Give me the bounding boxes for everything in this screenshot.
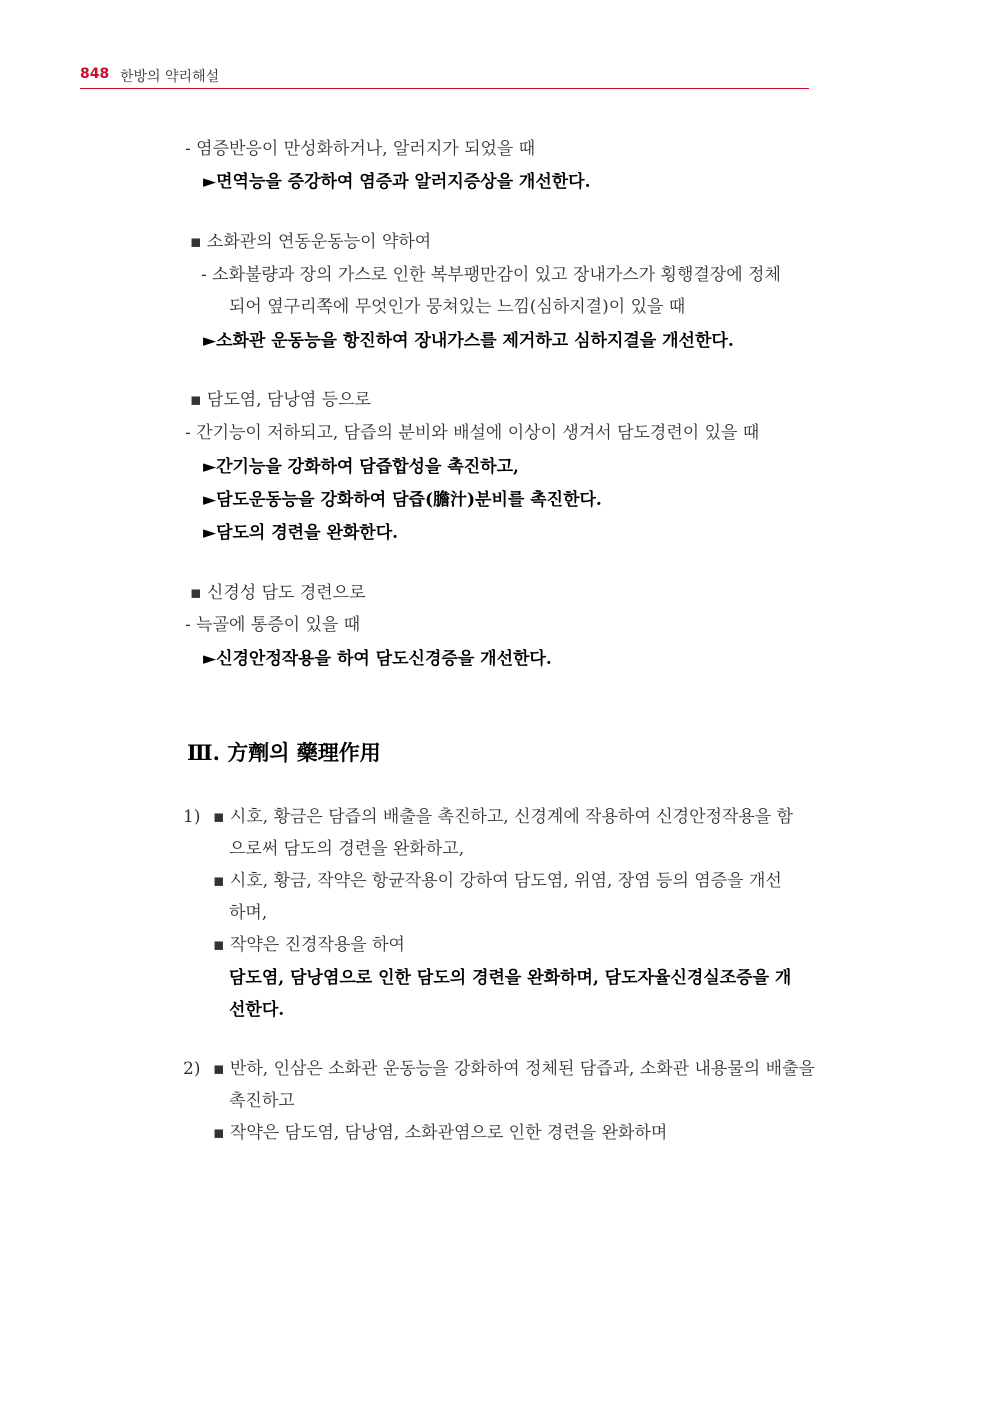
bullet-line: ▪ 신경성 담도 경련으로: [190, 583, 366, 603]
bullet-line: ▪ 작약은 진경작용을 하여: [213, 935, 405, 955]
section-title: Ⅲ. 方劑의 藥理作用: [187, 740, 381, 765]
emphasis-line: ►담도의 경련을 완화한다.: [203, 523, 399, 543]
page-header: [80, 64, 809, 89]
bullet-line: ▪ 시호, 황금은 담즙의 배출을 촉진하고, 신경계에 작용하여 신경안정작용을 함: [213, 807, 794, 827]
book-title: 한방의 약리해설: [120, 69, 220, 85]
text-line: - 늑골에 통증이 있을 때: [185, 615, 361, 635]
text-line: - 소화불량과 장의 가스로 인한 복부팽만감이 있고 장내가스가 횡행결장에 정체: [201, 265, 781, 285]
emphasis-line: ►신경안정작용을 하여 담도신경증을 개선한다.: [203, 649, 552, 669]
emphasis-line: 담도염, 담낭염으로 인한 담도의 경련을 완화하며, 담도자율신경실조증을 개: [229, 968, 792, 988]
text-line: - 염증반응이 만성화하거나, 알러지가 되었을 때: [185, 139, 536, 159]
bullet-line: ▪ 담도염, 담낭염 등으로: [190, 390, 371, 410]
text-line: 되어 옆구리쪽에 무엇인가 뭉쳐있는 느낌(심하지결)이 있을 때: [229, 297, 686, 317]
text-line: 촉진하고: [229, 1091, 295, 1111]
emphasis-line: 선한다.: [229, 1000, 285, 1020]
emphasis-line: ►면역능을 증강하여 염증과 알러지증상을 개선한다.: [203, 172, 591, 192]
text-line: 으로써 담도의 경련을 완화하고,: [229, 839, 465, 859]
text-line: 하며,: [229, 903, 268, 923]
emphasis-line: ►담도운동능을 강화하여 담즙(膽汁)분비를 촉진한다.: [203, 490, 602, 510]
text-line: - 간기능이 저하되고, 담즙의 분비와 배설에 이상이 생겨서 담도경련이 있을 때: [185, 423, 760, 443]
item-number: 2): [183, 1059, 201, 1079]
page-number: 848: [80, 66, 110, 82]
emphasis-line: ►간기능을 강화하여 담즙합성을 촉진하고,: [203, 457, 519, 477]
item-number: 1): [183, 807, 201, 827]
bullet-line: ▪ 반하, 인삼은 소화관 운동능을 강화하여 정체된 담즙과, 소화관 내용물의 배출을: [213, 1059, 815, 1079]
bullet-line: ▪ 시호, 황금, 작약은 항균작용이 강하여 담도염, 위염, 장염 등의 염증을 개선: [213, 871, 782, 891]
bullet-line: ▪ 작약은 담도염, 담낭염, 소화관염으로 인한 경련을 완화하며: [213, 1123, 668, 1143]
bullet-line: ▪ 소화관의 연동운동능이 약하여: [190, 232, 432, 252]
emphasis-line: ►소화관 운동능을 항진하여 장내가스를 제거하고 심하지결을 개선한다.: [203, 331, 734, 351]
